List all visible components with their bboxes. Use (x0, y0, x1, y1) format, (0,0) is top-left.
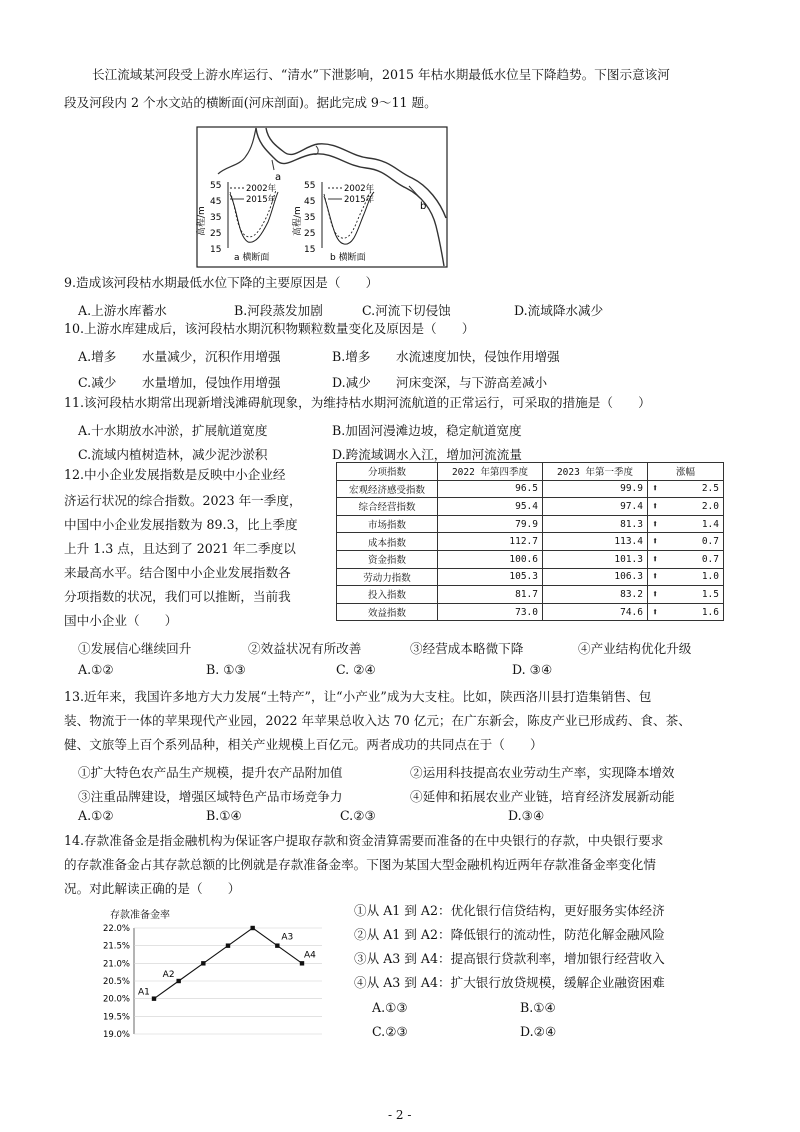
q14-options-row1 (372, 1000, 702, 1018)
up-arrow-icon: ⬆ (652, 571, 659, 583)
q14-statement-1: ①从 A1 到 A2：优化银行信贷结构，更好服务实体经济 (354, 903, 665, 918)
cell-change (648, 533, 724, 551)
tick-a-15: 15 (210, 245, 222, 255)
q14-statement-3: ③从 A3 到 A4：提高银行贷款利率，增加银行经营收入 (354, 951, 665, 966)
cell-change-value: 1.6 (701, 606, 719, 618)
table-header-q4: 2022 年第四季度 (438, 463, 543, 481)
cell-q1: 83.2 (543, 586, 648, 604)
q12-options (78, 662, 738, 680)
q10-option-d-text: 河床变深，与下游高差减小 (396, 375, 548, 390)
q12-statement-2: ②效益状况有所改善 (248, 641, 362, 656)
y-tick-label: 21.5% (102, 941, 130, 952)
cell-q4: 79.9 (438, 515, 543, 533)
cell-q1: 74.6 (543, 603, 648, 621)
q14-line-2: 的存款准备金占其存款总额的比例就是存款准备金率。下图为某国大型金融机构近两年存款准备金率变化情 (64, 857, 656, 872)
chart-title: 存款准备金率 (110, 910, 170, 921)
cell-change (648, 586, 724, 604)
q12-option-a[interactable]: A.①② (78, 662, 114, 677)
q10-option-c-text: 水量增加，侵蚀作用增强 (142, 375, 281, 390)
y-tick-label: 20.0% (102, 994, 130, 1005)
cell-change-value: 1.0 (701, 571, 719, 583)
q10-option-b-text: 水流速度加快，侵蚀作用增强 (396, 349, 560, 364)
q13-option-b[interactable]: B.①④ (206, 808, 242, 823)
q13-option-d[interactable]: D.③④ (508, 808, 545, 823)
caption-b: b 横断面 (330, 253, 366, 263)
q14-line-3: 况。对此解读正确的是（ ） (64, 881, 241, 896)
table-row (337, 550, 724, 568)
q13-statements-row1 (78, 762, 738, 780)
q10-option-d-label[interactable]: D.减少 (332, 375, 371, 390)
cell-q4: 100.6 (438, 550, 543, 568)
cell-change (648, 515, 724, 533)
q10-option-b-label[interactable]: B.增多 (332, 349, 371, 364)
q13-options (78, 808, 738, 826)
table-row (337, 498, 724, 516)
caption-a: a 横断面 (234, 253, 270, 263)
q13-option-a[interactable]: A.①② (78, 808, 114, 823)
data-point (152, 996, 156, 1000)
q12-line-6: 分项指数的状况，我们可以推断，当前我 (64, 589, 291, 604)
tick-b-25: 25 (304, 229, 316, 239)
data-point (201, 961, 205, 965)
q10-option-a-label[interactable]: A.增多 (78, 349, 117, 364)
cell-change (648, 550, 724, 568)
page-number: - 2 - (388, 1108, 412, 1122)
q11-option-c[interactable]: C.流域内植树造林，减少泥沙淤积 (78, 447, 268, 462)
legend-2015-a: 2015年 (246, 195, 277, 205)
q9-options (78, 300, 718, 318)
tick-b-35: 35 (304, 213, 316, 223)
cell-q1: 113.4 (543, 533, 648, 551)
y-axis-label-b: 高程/m (293, 206, 303, 236)
cell-change-value: 0.7 (701, 553, 719, 565)
up-arrow-icon: ⬆ (652, 518, 659, 530)
table-row (337, 515, 724, 533)
q13-statement-1: ①扩大特色农产品生产规模，提升农产品附加值 (78, 765, 343, 780)
y-tick-label: 19.0% (102, 1030, 130, 1040)
cell-name: 效益指数 (337, 603, 438, 621)
y-tick-label: 20.5% (102, 977, 130, 987)
table-header-q1: 2023 年第一季度 (543, 463, 648, 481)
intro-line-1: 长江流域某河段受上游水库运行、“清水”下泄影响，2015 年枯水期最低水位呈下降趋势。下图示意该河 (92, 67, 670, 82)
cell-q1: 101.3 (543, 550, 648, 568)
up-arrow-icon: ⬆ (652, 500, 659, 512)
point-label: A3 (281, 932, 294, 943)
table-header-name: 分项指数 (337, 463, 438, 481)
intro-line-2: 段及河段内 2 个水文站的横断面(河床剖面)。据此完成 9～11 题。 (64, 95, 437, 110)
q9-option-c[interactable]: C.河流下切侵蚀 (362, 303, 451, 318)
cell-q4: 95.4 (438, 498, 543, 516)
q12-line-2: 济运行状况的综合指数。2023 年一季度， (64, 493, 302, 508)
table-row (337, 533, 724, 551)
q14-options-row2 (372, 1024, 702, 1042)
cell-q1: 106.3 (543, 568, 648, 586)
table-header-row (337, 463, 724, 481)
q10-options-row2 (78, 372, 718, 390)
cell-name: 投入指数 (337, 586, 438, 604)
tick-a-25: 25 (210, 229, 222, 239)
section-label-a: a (275, 172, 282, 183)
up-arrow-icon: ⬆ (652, 483, 659, 495)
q9-option-a[interactable]: A.上游水库蓄水 (78, 303, 167, 318)
q12-statement-3: ③经营成本略微下降 (410, 641, 524, 656)
cell-change-value: 2.5 (701, 483, 719, 495)
table-row (337, 586, 724, 604)
q11-option-a[interactable]: A.十水期放水冲淤，扩展航道宽度 (78, 423, 268, 438)
cell-name: 资金指数 (337, 550, 438, 568)
tick-a-35: 35 (210, 213, 222, 223)
q11-option-b[interactable]: B.加固河漫滩边坡，稳定航道宽度 (332, 423, 522, 438)
data-point (300, 961, 304, 965)
cell-q4: 105.3 (438, 568, 543, 586)
q10-stem: 10.上游水库建成后，该河段枯水期沉积物颗粒数量变化及原因是（ ） (64, 321, 475, 336)
data-point (275, 943, 279, 947)
q12-line-3: 中国中小企业发展指数为 89.3，比上季度 (64, 517, 298, 532)
q11-option-d[interactable]: D.跨流域调水入江，增加河流流量 (332, 447, 522, 462)
q14-option-c[interactable]: C.②③ (372, 1024, 408, 1039)
q13-line-2: 装、物流于一体的苹果现代产业园，2022 年苹果总收入达 70 亿元；在广东新会，陈皮产业已形成药、食、茶、 (64, 713, 691, 728)
cell-name: 市场指数 (337, 515, 438, 533)
table-row (337, 603, 724, 621)
q12-option-b[interactable]: B. ①③ (206, 662, 246, 677)
cell-name: 劳动力指数 (337, 568, 438, 586)
point-label: A2 (162, 970, 175, 980)
up-arrow-icon: ⬆ (652, 536, 659, 548)
tick-b-45: 45 (304, 197, 316, 207)
q9-stem: 9.造成该河段枯水期最低水位下降的主要原因是（ ） (64, 275, 379, 290)
legend-2002-b: 2002年 (344, 184, 375, 194)
q14-statement-4: ④从 A3 到 A4：扩大银行放贷规模，缓解企业融资困难 (354, 975, 665, 990)
up-arrow-icon: ⬆ (652, 588, 659, 600)
q13-line-1: 13.近年来，我国许多地方大力发展“土特产”，让“小产业”成为大支柱。比如，陕西洛川县打造集销售、包 (64, 689, 652, 704)
up-arrow-icon: ⬆ (652, 553, 659, 565)
data-point (226, 943, 230, 947)
q14-option-d[interactable]: D.②④ (520, 1024, 557, 1039)
q12-line-5: 来最高水平。结合图中小企业发展指数各 (64, 565, 291, 580)
q13-statement-4: ④延伸和拓展农业产业链，培育经济发展新动能 (410, 789, 675, 804)
q12-option-c[interactable]: C. ②④ (336, 662, 376, 677)
q12-option-d[interactable]: D. ③④ (512, 662, 553, 677)
q14-statement-2: ②从 A1 到 A2：降低银行的流动性，防范化解金融风险 (354, 927, 665, 942)
q9-option-d[interactable]: D.流域降水减少 (514, 303, 604, 318)
data-point (250, 926, 254, 930)
q13-statement-3: ③注重品牌建设，增强区域特色产品市场竞争力 (78, 789, 343, 804)
tick-b-55: 55 (304, 181, 316, 191)
point-label: A1 (138, 987, 150, 998)
q10-options-row1 (78, 346, 718, 364)
section-label-b: b (420, 201, 427, 212)
q13-line-3: 健、文旅等上百个系列品种，相关产业规模上百亿元。两者成功的共同点在于（ ） (64, 737, 543, 752)
q13-statement-2: ②运用科技提高农业劳动生产率，实现降本增效 (410, 765, 675, 780)
cell-change-value: 1.5 (701, 588, 719, 600)
cell-q4: 73.0 (438, 603, 543, 621)
cell-q1: 99.9 (543, 480, 648, 498)
cell-change (648, 603, 724, 621)
legend-2002-a: 2002年 (246, 184, 277, 194)
cell-change-value: 2.0 (701, 500, 719, 512)
q13-statements-row2 (78, 786, 738, 804)
cell-name: 综合经营指数 (337, 498, 438, 516)
river-figure (196, 126, 448, 268)
q13-option-c[interactable]: C.②③ (340, 808, 376, 823)
cell-q4: 96.5 (438, 480, 543, 498)
cell-q1: 97.4 (543, 498, 648, 516)
cell-change (648, 498, 724, 516)
tick-a-45: 45 (210, 197, 222, 207)
q14-line-1: 14.存款准备金是指金融机构为保证客户提取存款和资金清算需要而准备的在中央银行的存款，中央银行要求 (64, 833, 664, 848)
cell-change-value: 0.7 (701, 536, 719, 548)
tick-a-55: 55 (210, 181, 222, 191)
q10-option-a-text: 水量减少，沉积作用增强 (142, 349, 281, 364)
q14-option-a[interactable]: A.①③ (372, 1000, 408, 1015)
q9-option-b[interactable]: B.河段蒸发加剧 (234, 303, 323, 318)
q12-line-4: 上升 1.3 点，且达到了 2021 年二季度以 (64, 541, 296, 556)
y-tick-label: 19.5% (102, 1012, 130, 1023)
cell-q1: 81.3 (543, 515, 648, 533)
reserve-ratio-chart (86, 904, 336, 1044)
q12-line-1: 12.中小企业发展指数是反映中小企业经 (64, 467, 286, 482)
cell-q4: 112.7 (438, 533, 543, 551)
q12-statement-1: ①发展信心继续回升 (78, 641, 192, 656)
y-tick-label: 22.0% (102, 924, 130, 934)
table-header-change: 涨幅 (648, 463, 724, 481)
sme-index-table (336, 462, 724, 621)
cell-q4: 81.7 (438, 586, 543, 604)
y-tick-label: 21.0% (102, 959, 130, 970)
q11-stem: 11.该河段枯水期常出现新增浅滩碍航现象，为维持枯水期河流航道的正常运行，可采取的措施是（ ） (64, 395, 651, 410)
y-axis-label-a: 高程/m (197, 206, 207, 236)
table-row (337, 568, 724, 586)
q11-options-row1 (78, 420, 718, 438)
q12-statements (78, 638, 738, 656)
q10-option-c-label[interactable]: C.减少 (78, 375, 117, 390)
cell-name: 成本指数 (337, 533, 438, 551)
point-label: A4 (304, 950, 316, 961)
data-point (176, 979, 180, 983)
up-arrow-icon: ⬆ (652, 606, 659, 618)
cell-change (648, 568, 724, 586)
legend-2015-b: 2015年 (344, 195, 375, 205)
tick-b-15: 15 (304, 245, 316, 255)
q11-options-row2 (78, 444, 718, 462)
cell-change-value: 1.4 (701, 518, 719, 530)
table-row (337, 480, 724, 498)
q14-option-b[interactable]: B.①④ (520, 1000, 556, 1015)
cell-change (648, 480, 724, 498)
q12-line-7: 国中小企业（ ） (64, 613, 178, 628)
cell-name: 宏观经济感受指数 (337, 480, 438, 498)
q12-statement-4: ④产业结构优化升级 (578, 641, 692, 656)
